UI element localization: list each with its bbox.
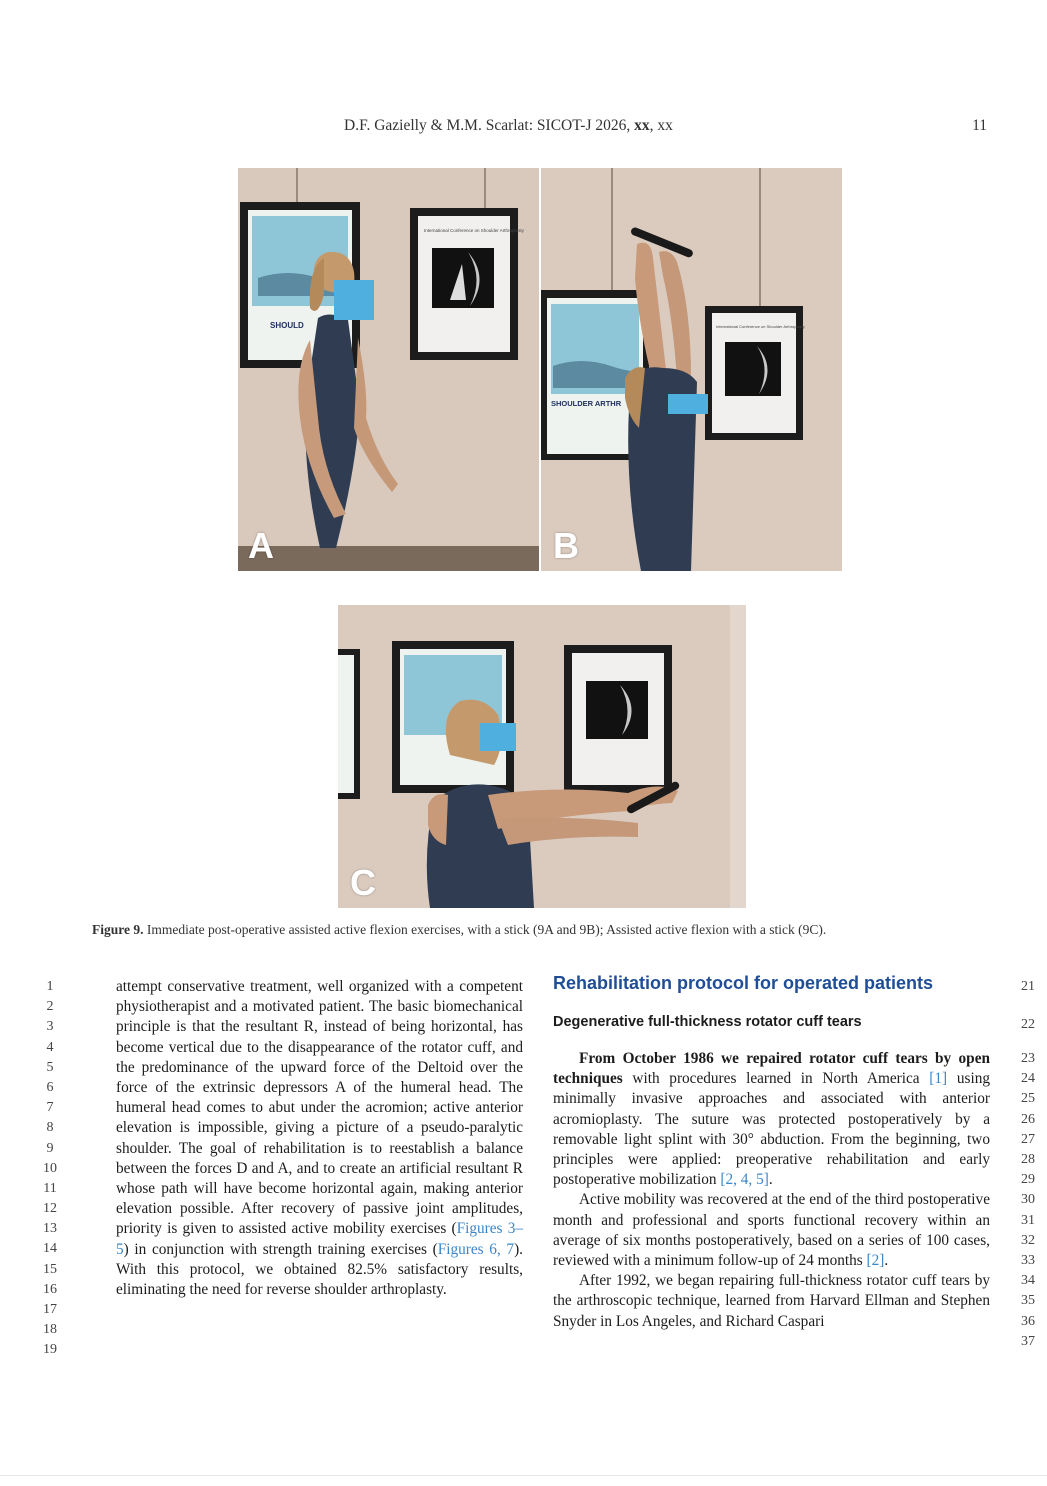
line-number: 23 [1021, 1051, 1035, 1066]
line-number: 37 [1021, 1333, 1035, 1349]
line-number: 7 [46, 1100, 54, 1116]
poster-b-caption: SHOULDER ARTHR [551, 399, 622, 408]
line-number: 33 [1021, 1253, 1035, 1268]
header-journal: SICOT-J 2026, [536, 117, 631, 134]
line-number: 10 [43, 1160, 57, 1176]
left-paragraph [116, 977, 523, 1300]
line-number: 12 [43, 1201, 57, 1217]
reference-1-link[interactable]: [1] [929, 1070, 948, 1088]
right-p1-text-c: . [768, 1171, 773, 1189]
poster-right-title: International Conference on Shoulder Arthroplasty [424, 228, 524, 233]
figure-9c-photo [338, 605, 746, 908]
line-number: 29 [1021, 1172, 1035, 1188]
line-number: 36 [1021, 1313, 1035, 1329]
line-number: 11 [43, 1180, 57, 1196]
left-text-part1: attempt conservative treatment, well organized with a competent physiotherapist and a motivated patient. The basic biomechanical principle is that the resultant R, instead of being horizontal, has become vertical due to the disappearance of the rotator cuff, and the predominance of the upward force of the Deltoid over the force of the extrinsic depressors A of the humeral head. The humeral head comes to abut under the acromion; active anterior elevation is impossible, giving a picture of a pseudo-paralytic shoulder. The goal of rehabilitation is to reestablish a balance between the forces D and A, and to create an artificial resultant R whose path will have become horizontal again, making anterior elevation possible. After recovery of passive joint amplitudes, priority is given to assisted active mobility exercises ( [116, 978, 523, 1238]
figures-6-7-link[interactable]: Figures 6, 7 [437, 1240, 515, 1258]
figure-9a-photo [238, 168, 539, 571]
reference-2-4-5-link[interactable]: [2, 4, 5] [720, 1171, 769, 1189]
reference-2-link[interactable]: [2] [866, 1252, 885, 1270]
line-number: 26 [1021, 1111, 1035, 1127]
poster-b-right-title: International Conference on Shoulder Arthroplasty [716, 324, 805, 329]
section-title: Rehabilitation protocol for operated patients [553, 973, 934, 993]
line-number: 21 [1021, 979, 1035, 994]
right-paragraph-3: After 1992, we began repairing full-thickness rotator cuff tears by the arthroscopic technique, learned from Harvard Ellman and Stephen Snyder in Los Angeles, and Richard Caspari [553, 1272, 990, 1330]
line-number: 18 [43, 1322, 57, 1338]
line-number: 16 [43, 1281, 57, 1297]
running-header [0, 117, 1047, 139]
left-column-text [116, 977, 523, 1300]
line-number: 28 [1021, 1152, 1035, 1167]
line-number: 13 [43, 1221, 57, 1237]
page-bottom-rule [0, 1475, 1047, 1476]
figure-caption [92, 922, 992, 938]
line-number: 4 [46, 1039, 54, 1055]
figure-9b-image [541, 168, 842, 571]
page-number: 11 [972, 117, 987, 134]
header-pages: xx [657, 117, 673, 134]
panel-label-b: B [553, 525, 579, 566]
line-number: 1 [46, 979, 54, 994]
right-p2-text-b: . [884, 1252, 889, 1270]
line-number: 17 [43, 1302, 57, 1317]
header-authors: D.F. Gazielly & M.M. Scarlat: [344, 117, 534, 134]
header-separator: , [649, 117, 658, 134]
line-number: 5 [46, 1059, 54, 1075]
figure-9b-photo [541, 168, 842, 571]
panel-label-c: C [350, 862, 376, 903]
line-number: 25 [1021, 1091, 1035, 1107]
subsection-title: Degenerative full-thickness rotator cuff tears [553, 1014, 862, 1030]
right-p1-text-a: with procedures learned in North America [622, 1070, 930, 1088]
right-p2-text-a: Active mobility was recovered at the end of the third postoperative month and professional and sports functional recovery within an average of six months postoperatively, based on a series of 100 cases, reviewed with a minimum follow-up of 24 months [553, 1191, 990, 1270]
right-p1-bold: From October 1986 we repaired rotator cuff tears by open techniques [553, 1050, 990, 1088]
panel-label-a: A [248, 525, 274, 566]
figure-9a-image [238, 168, 539, 571]
line-number: 3 [46, 1019, 54, 1035]
line-number: 35 [1021, 1293, 1035, 1309]
line-number: 19 [43, 1342, 57, 1358]
right-paragraph-1 [553, 1049, 990, 1190]
left-text-part3: ). With this protocol, we obtained 82.5% satisfactory results, eliminating the need for reverse shoulder arthroplasty. [116, 1240, 523, 1299]
line-number: 32 [1021, 1232, 1035, 1248]
line-number: 27 [1021, 1131, 1035, 1147]
figure-9c-image [338, 605, 746, 908]
line-numbers-left [38, 977, 62, 1361]
left-text-part2: ) in conjunction with strength training exercises ( [123, 1240, 438, 1258]
right-p1-text-b: using minimally invasive approaches and associated with anterior acromioplasty. The suture was protected postoperatively by a removable light splint with 30° abduction. From the beginning, two principles were applied: preoperative rehabilitation and early postoperative mobilization [553, 1070, 990, 1189]
header-citation [344, 117, 673, 135]
figure-caption-text: Immediate post-operative assisted active flexion exercises, with a stick (9A and 9B); Assisted active flexion with a stick (9C). [143, 922, 827, 937]
line-number: 2 [46, 999, 54, 1015]
line-number: 15 [43, 1261, 57, 1277]
right-column-text [553, 1049, 990, 1332]
poster-left-caption: SHOULD [270, 321, 304, 330]
header-volume: xx [634, 117, 650, 134]
figures-3-5-link[interactable]: Figures 3–5 [116, 1220, 523, 1258]
line-number: 8 [46, 1120, 54, 1136]
line-number: 14 [43, 1241, 57, 1257]
line-number: 31 [1021, 1212, 1035, 1228]
line-number: 6 [46, 1079, 54, 1095]
line-number: 30 [1021, 1192, 1035, 1208]
line-number: 34 [1021, 1273, 1035, 1289]
line-number: 9 [46, 1140, 54, 1156]
figure-caption-label: Figure 9. [92, 922, 144, 937]
line-number: 24 [1021, 1071, 1035, 1087]
right-paragraph-2 [553, 1190, 990, 1271]
line-number: 22 [1021, 1017, 1035, 1032]
